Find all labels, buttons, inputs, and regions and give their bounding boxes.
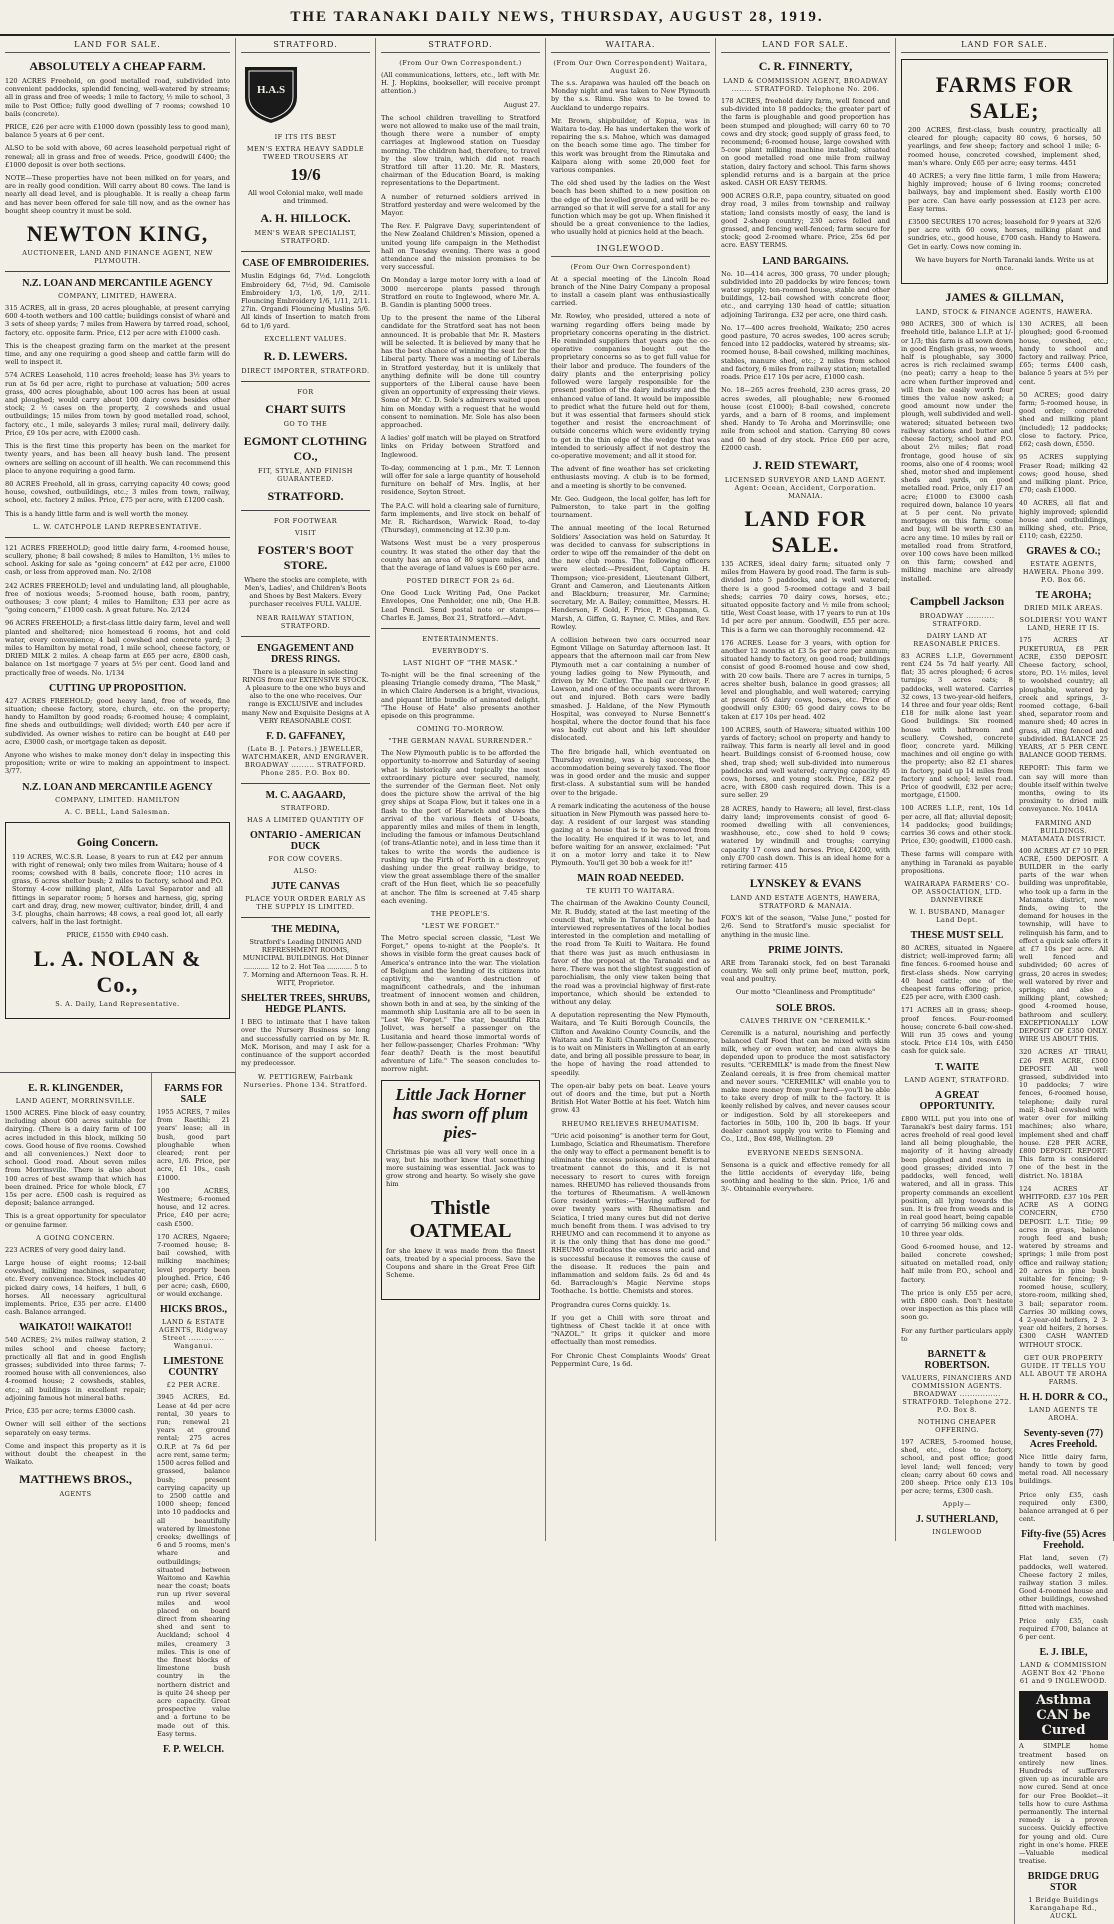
nz-loan-2: N.Z. LOAN AND MERCANTILE AGENCY (22, 781, 213, 793)
col6b-ad9b: Price only £35, cash required only £300, balance arranged at 6 per cent. (1019, 1490, 1108, 1524)
waite-name: T. WAITE (934, 1061, 980, 1073)
divider (241, 251, 370, 252)
col4-corr2: (From Our Own Correspondent) (570, 262, 691, 271)
peoples: THE PEOPLE'S. (430, 910, 491, 919)
col6b-ad9: Nice little dairy farm, handy to town by good metal road. All necessary buildings. (1019, 1452, 1108, 1486)
col3-p10: One Good Luck Writing Pad, One Packet Envelopes, One Penholder, one nib, One H.B. Lead Pencil. Send postal note or stamps—Charles E. James, Box 21, Stratford.—Advt. (381, 589, 540, 622)
stratford-label: STRATFORD. (267, 488, 344, 503)
col1-ad4b: This is the first time this property has been on the market for twenty years, and has been all heavy bush land. The present owners are selling on account of ill health. We can recommend this place to anyone requiring a good farm. (5, 442, 230, 475)
embroideries-desc: Muslin Edgings 6d, 7½d. Longcloth Embroidery 6d, 7½d, 9d. Camisole Embroidery 1/3, 1/6, 1/9, 2/11. Flouncing Embroidery 1/6, 1/11, 2/11. 27in. Organdi Flouncing Muslins 5/6. All kinds of Insertion to match from 6d to 1/6 yard. (241, 272, 370, 330)
excellent-values: EXCELLENT VALUES. (264, 334, 347, 343)
col6-ad1: 200 ACRES, first-class, bush country, practically all cleared for plough; capacity 80 cows, 6 horses, 50 yearlings, and few sheep; factory and school 1 mile; 6-roomed house, concreted cowshed, implement shed, man's whare. Only £65 per acre; easy terms. 4451 (908, 126, 1101, 167)
col6b-ad7: 320 ACRES AT TIRAU, £26 PER ACRE, £500 DEPOSIT. All well grassed, subdivided into 10 paddocks; 7 wire fences, 6-roomed house, telephone; daily rural mail; 8-bail cowshed with water over for milking machines; also whare, implement shed and chaff house. £28 PER ACRE, £800 DEPOSIT. REPORT: This farm is considered one of the best in the district. No. 1818A (1019, 1048, 1108, 1180)
col6-ad3b: We have buyers for North Taranaki lands. Write us at once. (915, 255, 1094, 273)
rings-desc: There is a pleasure in selecting RINGS from our EXTENSIVE STOCK. A pleasure to the one who buys and also to the one who receives. Our range is EXCLUSIVE and includes many New and Exquisite Designs at A VERY REASONABLE COST. (241, 667, 370, 725)
col6-ad6: 100 ACRES L.I.P., rent, 10s 1d per acre, all flat; alluvial deposit; 14 paddocks; good buildings; carries 36 cows and other stock. Price, £30; goodwill, £1000 cash. (901, 804, 1013, 846)
col1-ad1: 120 ACRES Freehold, on good metalled road, subdivided into convenient paddocks, splendid fencing, well-watered by streams; all in grass and free of weeds; 1 mile to factory, ½ mile to school, 3 mile to Post Office; fully good dwelling of 7 rooms; cowshed 10 bails (concrete). (5, 77, 230, 118)
col4-p11: A remark indicating the acuteness of the house situation in New Plymouth was passed here to-day. A resident of our largest was standing gazing at a house that is to be removed from the locality. He enquired if it was to let, and before waiting for an answer, exclaimed: "Put it on a motor lorry and take it to New Plymouth. You'll get 30 bob a week for it!" (551, 801, 710, 868)
hillock-sub: MEN'S WEAR SPECIALIST, STRATFORD. (254, 229, 357, 246)
seventy-seven: Seventy-seven (77) Acres Freehold. (1023, 1427, 1104, 1450)
col1-ad5b: This is a handy little farm and is well worth the money. (5, 509, 189, 518)
te-aroha-sub: DRIED MILK AREAS. (1024, 604, 1103, 613)
ible-name: E. J. IBLE, (1039, 1647, 1088, 1659)
col5-p5: Sensona is a quick and effective remedy for all the little accidents of everyday life, being soothing and healing to the skin. Price, 1/6 and 3/-. Obtainable everywhere. (721, 1160, 890, 1194)
apply-label: Apply— (942, 1500, 972, 1509)
col6-ad9c: The price is only £55 per acre, with £800 cash. Don't hesitate over inspection as this place will soon go. (901, 1288, 1013, 1322)
stewart-name: J. REID STEWART, (752, 457, 859, 472)
col3-date: August 27. (503, 100, 540, 109)
near-station: NEAR RAILWAY STATION, STRATFORD. (256, 613, 355, 630)
fifty-five: Fifty-five (55) Acres Freehold. (1021, 1529, 1106, 1552)
barnett-sub: VALUERS, FINANCIERS AND COMMISSION AGENTS. BROADWAY ................ STRATFORD. Telephone 272. P.O. Box 8. (901, 1373, 1013, 1414)
divider (5, 537, 230, 538)
col5-ad5: 176 ACRES. Lease for 3 years, with option for another 12 months at £3 5s per acre per annum; situated handy to factory, on good road; buildings consist of good 8-roomed house and cow shed, with 20 cow bails. There are 7 acres in turnips, 5 acres shelter bush, balance in good grasses; all level and ploughable, and well watered; carrying at present 65 dairy cows, horses, etc. Price of goodwill only £300; 65 good dairy cows to be taken at £17 10s per head. 402 (721, 638, 890, 721)
col1b-ad2b: Large house of eight rooms; 12-bail cowshed, milking machines, separator, etc. Every convenience. Stock includes 40 picked dairy cows, 14 heifers, 1 bull, 6 horses. All necessary agricultural implements. Price, £35 per acre. £1400 cash. Balance arranged. (5, 1259, 146, 1317)
col5-p2: ARE from Taranaki stock, fed on best Taranaki country. We sell only prime beef, mutton, pork, veal and poultry. (721, 958, 890, 984)
divider (241, 636, 370, 637)
saddle-price: 19/6 (290, 165, 321, 184)
bridge-drug: BRIDGE DRUG STOR (1027, 1871, 1100, 1894)
foster-desc: Where the stocks are complete, with Men's, Ladies', and Children's Boots and Shoes by Best Makers. Every purchaser receives FULL VALUE. (244, 575, 367, 609)
coming: COMING TO-MORROW. (416, 725, 505, 734)
limestone-price: £2 PER ACRE. (166, 1381, 221, 1390)
ceremilk-title: CALVES THRIVE ON "CEREMILK." (739, 1016, 872, 1025)
col1-ad10: 119 ACRES, W.C.S.R. Lease, 8 years to run at £42 per annum with right of renewal; only two miles from Waitara; house of 4 rooms; cowshed with 8 bails, concrete floor; 110 acres in grass, 6 acres shelter bush; 2 miles to factory, school and P.O. Stormy 4-cow milking plant, Alfa Laval Separator and all fittings in separator room; 5 horses and harness, gig, spring cart and dray, drag, new mower, cultivator, binder, drill, 4 and 3-f. ploughs, chain harrows; 48 cows, a real good lot, all early calvers, half in the last fortnight. (12, 852, 223, 927)
pettigrew-sig: W. PETTIGREW, Fairbank Nurseries. Phone 134. Stratford. (243, 1072, 368, 1089)
col3-p1: The school children travelling to Stratford were not allowed to make use of the mail train, though there were a number of empty carriages at Inglewood station on Tuesday morning. The children had, therefore, to travel by the slow train, which did not reach Stratford till after 11.20. Mr. R. Masters, chairman of the Education Board, is making representations to the Department. (381, 113, 540, 188)
col6b-ad5b: REPORT: This farm we can say will more than double itself within twelve months, owing to its proximity to dried milk conveyance. No. 1041A (1019, 764, 1108, 814)
nothing-cheaper: NOTHING CHEAPER OFFERING. (917, 1417, 997, 1434)
lynskey-name: LYNSKEY & EVANS (749, 876, 862, 891)
col4-p18: For Chronic Chest Complaints Woods' Great Peppermint Cure, 1s 6d. (551, 1351, 710, 1368)
col6-ad9d: For any further particulars apply to (901, 1326, 1013, 1343)
col6-ad3: £3500 SECURES 170 acres; leasehold for 9 years at 32/6 per acre with 60 cows, horses, milking plant and sundries, etc., good house, £700 cash. Handy to Hawera. Get in early. Cows now coming in. (908, 218, 1101, 251)
chart-suits: CHART SUITS (265, 401, 346, 416)
column-2 (236, 38, 376, 1541)
main-road: MAIN ROAD NEEDED. (577, 873, 684, 885)
divider (381, 628, 540, 629)
col4-p4: At a special meeting of the Lincoln Road branch of the Nine Dairy Company a proposal to install a casein plant was enthusiastically carried. (551, 274, 710, 308)
also-label: ALSO: (293, 867, 318, 876)
ontario-duck: ONTARIO - AMERICAN DUCK (250, 830, 361, 853)
saddle-title: MEN'S EXTRA HEAVY SADDLE TWEED TROUSERS AT (246, 145, 365, 161)
col6b-ad2: 50 ACRES; good dairy farm; 5-roomed house, in good order; concreted shed and milking plant (included); 12 paddocks; close to factory. Price, £62; cash down, £550. (1019, 390, 1108, 449)
jack-horner-title: Little Jack Horner has sworn off plum pies- (392, 1084, 529, 1142)
sensona-title: EVERYONE NEEDS SENSONA. (747, 1148, 864, 1157)
must-sell: THESE MUST SELL (910, 930, 1004, 942)
barnett-name: BARNETT & ROBERTSON. (924, 1348, 990, 1371)
col4-head: WAITARA. (551, 38, 710, 53)
col5-ad7: 28 ACRES, handy to Hawera; all level, first-class dairy land; improvements consist of good 6-roomed dwelling with all conveniences, washhouse, etc., cow shed to hold 9 cows; watered by windmill and troughs; carrying capacity 17 cows and horses. Price, £4200, with only £700 cash down. This is an ideal home for a retiring farmer. 415 (721, 804, 890, 871)
col3-p3: The Rev. F. Palgrave Davy, superintendent of the New Zealand Children's Mission, opened a united young life campaign in the Methodist hall on Tuesday evening. There was a good attendance and the mission promises to be very successful. (381, 222, 540, 272)
te-kuiti: TE KUITI TO WAITARA. (586, 887, 675, 896)
shield-logo-icon (241, 63, 301, 125)
inglewood-head: INGLEWOOD. (551, 242, 710, 257)
finnerty-sub: LAND & COMMISSION AGENT, BROADWAY ........ STRATFORD. Telephone No. 206. (723, 77, 888, 93)
col1-title: ABSOLUTELY A CHEAP FARM. (29, 59, 206, 73)
column-6 (896, 38, 1114, 1921)
col6-left (901, 320, 1013, 588)
col4-p16: Prograndra cures Corns quickly. 1s. (551, 1300, 671, 1309)
col1-head: LAND FOR SALE. (5, 38, 230, 53)
posted-direct: POSTED DIRECT FOR 2s 6d. (406, 577, 515, 586)
col2b-ad1: 1955 ACRES, 7 miles from Raetihi; 21 years' lease; all in bush, good part ploughable when cleared; rent per acre, 1/6. Price, per acre, £1 10s., cash £1000. (157, 1108, 230, 1182)
jack-horner-desc: Christmas pie was all very well once in a way, but his mother knew that something more sustaining was essential. Jack was to grow strong and hearty. So wisely she gave him (386, 1147, 535, 1189)
col4-p2: Mr. Brown, shipbuilder, of Kopua, was in Waitara to-day. He has undertaken the work of repairing the s.s. Mahoe, which was damaged on the beach some time ago. The timber for this work was brought from the Rimutaka and Kaipara along with some 20,000 feet for various companies. (551, 116, 710, 175)
matthews-bros: MATTHEWS BROS., (19, 1472, 132, 1487)
col4-p6: The advent of fine weather has set cricketing enthusiasts moving. A club is to be formed, and a meeting is shortly to be convened. (551, 465, 710, 490)
jute-canvas: JUTE CANVAS (271, 881, 340, 893)
ible-sub: LAND & COMMISSION AGENT Box 42 'Phone 61 and 9 INGLEWOOD. (1019, 1661, 1108, 1686)
col5-ad3c: No. 18—265 acres freehold, 230 acres grass, 20 acres swedes, all ploughable; new 6-roomed house (cost £1000); 8-bail cowshed, concrete yards, and a barn of 8 rooms, and implement shed. Handy to Te Aroha and Morrinsville; one mile from school and station. Carrying 80 cows and 60 head of dry stock. Price £60 per acre, £2000 cash. (721, 386, 890, 452)
matthews-bros-sub: AGENTS (59, 1490, 92, 1499)
hicks-sub: LAND & ESTATE AGENTS, Ridgway Street .............. Wanganui. (159, 1318, 228, 1351)
col5-head: LAND FOR SALE. (721, 38, 890, 53)
col4-p8: The annual meeting of the local Returned Soldiers' Association was held on Saturday. It was decided to canvass for subscriptions in order to wipe off the remainder of the debt on the new club rooms. The following officers were elected:—President, Captain H. Thompson; vice-president, Lieutenant Gilbert, Grant and Cameron, and Lieutenants Aitken and Blackburn; treasurer, Mr. Carmine; secretary, Mr. A. Bailey; committee, Messrs. H. Henderson, F. Gold, F. Price, P. Chapman, G. Marsh, A. Giffen, G. Rayner, C. Miles, and Rev. Rowley. (551, 524, 710, 631)
egmont-clothing: EGMONT CLOTHING CO., (243, 433, 368, 463)
james-gillman-sub: LAND, STOCK & FINANCE AGENTS, HAWERA. (915, 308, 1094, 317)
col2b-ad2: 100 ACRES, Westmere; 6-roomed house, and 12 acres. Price, £40 per acre; cash £500. (157, 1186, 230, 1228)
sutherland-sub: INGLEWOOD (932, 1528, 982, 1537)
newton-king-sub: AUCTIONEER, LAND AND FINANCE AGENT, NEW PLYMOUTH. (22, 249, 213, 266)
graves-name: GRAVES & CO.; (1026, 546, 1101, 558)
shelter-desc: I BEG to intimate that I have taken over the Nursery Business so long and successfully carried on by Mr. R. McK. Morison, and may I ask for a continuance of the support accorded my predecessor. (241, 1018, 370, 1068)
col6b-ad4: 40 ACRES, all flat and highly improved; splendid house and outbuildings, milking shed, etc. Price, £110; cash, £2250. (1019, 499, 1108, 541)
divider (241, 783, 370, 784)
property-guide: GET OUR PROPERTY GUIDE. IT TELLS YOU ALL ABOUT TE AROHA FARMS. (1019, 1353, 1108, 1386)
col6-ad6b: These farms will compare with anything in Taranaki as payable propositions. (901, 850, 1013, 875)
col6-ad10: 197 ACRES, 5-roomed house, shed, etc., close to factory, school, and post office; good level land; well fenced; very clean; carry about 60 cows and 200 sheep. Price only £13 10s per acre; terms, £300 cash. (901, 1437, 1013, 1496)
col6-ad7: 80 ACRES, situated in Ngaere district; well-improved farm; all fine fences. 6-roomed house and first-class sheds. Now carrying 40 head cattle; one of the cheapest farms offering; price, £25 per acre, with £300 cash. (901, 944, 1013, 1002)
stewart-sub: LICENSED SURVEYOR AND LAND AGENT. Agent: Ocean, Accident, Corporation. MANAIA. (724, 475, 887, 500)
nolan-sub: S. A. Daily, Land Representative. (55, 999, 180, 1008)
col1-sig: L. W. CATCHPOLE LAND REPRESENTATIVE. (33, 522, 202, 531)
col6b-ad5: 175 ACRES AT PUKETURUA, £8 PER ACRE, £350 DEPOSIT. Cheese factory, school, store, P.O. 1½ miles, level to woolshed country; all ploughable, watered by creek and springs, 3-roomed cottage, 6-bail shed, separator room and manure shed; 40 acres in grass, all ring fenced and subdivided. BALANCE 25 YEARS, AT 5 PER CENT. BALANCE GOOD TERMS. (1019, 636, 1108, 760)
svg-text:H.A.S: H.A.S (256, 84, 286, 96)
col4-p17: If you get a Chill with sore throat and tightness of Chest tackle it at once with "NAZOL." It grips it quicker and more effectually than most remedies. (551, 1313, 710, 1347)
wairarapa: WAIRARAPA FARMERS' CO-OP. ASSOCIATION, LTD. DANNEVIRKE (904, 880, 1010, 905)
thistle-title: Thistle OATMEAL (409, 1196, 512, 1242)
col4-p7: Mr. Geo. Gudgeon, the local golfer, has left for Palmerston, to take part in the golfing tournament. (551, 494, 710, 520)
sole-bros: SOLE BROS. (776, 1002, 835, 1014)
col4-p14: The open-air baby pets on beat. Leave yours out of doors and the time, but put a North British Hot Water Bottle at his feet. Watch him grow. 43 (551, 1081, 710, 1115)
col3-head: STRATFORD. (381, 38, 540, 53)
welch-name: F. P. WELCH. (162, 1744, 225, 1755)
klingender-name: E. R. KLINGENDER, (28, 1083, 123, 1094)
col1-ad10b: PRICE, £1550 with £940 cash. (66, 931, 169, 940)
col4-p13: A deputation representing the New Plymouth, Waitara, and Te Kuiti Borough Councils, the Clifton and Awakino County Councils, and the Waitara and Te Kuiti Chambers of Commerce, is to wait on Ministers in Wellington at an early date, and bring all possible pressure to bear, in the hope of having the road attended to speedily. (551, 1011, 710, 1077)
col6-ad9: £800 WILL put you into one of Taranaki's best dairy farms. 151 acres freehold of real good level land all being ploughable, the majority of it having already been ploughed and resown in good grasses; divided into 7 paddocks, well fenced, well watered, and all in grass. This property commands an excellent position, all lying towards the sun. It is free from weeds and is in real good heart, being capable of carrying 56 milking cows and 10 three year olds. (901, 1114, 1013, 1238)
col2b-ad4: 3945 ACRES, Ed. Lease at 4d per acre rental, 30 years to run; renewal 21 years at ground rental; 275 acres O.R.P. at 7s 6d per acre rent, same term; 1500 acres felled and grassed, balance bush; present carrying capacity up to 2500 cattle and 1000 sheep; fenced into 10 paddocks and all beautifully watered by limestone creeks; dwellings of 6 and 5 rooms, men's whare and outbuildings; situated between Waitomo and Kawhia near the coast; boats run up river several miles and wool placed on board direct from shearing shed and sent to Auckland; school 4 miles, creamery 3 miles. This is one of the finest blocks of limestone bush country in the northern district and is quite 24 sheep per acre capacity. Great prospective value and a fortune to be made out of this. Easy terms. (157, 1393, 230, 1738)
col6-ad8: 171 ACRES all in grass; sheep-proof fences. Four-roomed house; concrete 6-bail cow-shed. Will run 35 cows and young stock. Price £14 10s, with £450 cash for quick sale. (901, 1006, 1013, 1056)
col2-head: STRATFORD. (241, 38, 370, 53)
col1b-ad2: 223 ACRES of very good dairy land. (5, 1245, 126, 1254)
nolan-name: L. A. NOLAN & Co., (33, 945, 202, 997)
col1b-ad3c: Owner will sell either of the sections separately on easy terms. (5, 1420, 146, 1437)
going-concern-box (5, 822, 230, 1019)
col3-p4: On Monday a large motor lorry with a load of 3000 mercerope plants passed through Stratford en route to Inglewood, where Mr. A. B. Gandin is planting 5000 trees. (381, 276, 540, 310)
col6-left-lower (901, 588, 1013, 1541)
col1-ad9b: Anyone who wishes to make money don't delay in inspecting this proposition; write or wire to making an appointment to inspect. 3/77. (5, 750, 230, 776)
nz-loan-2-sig: A. C. BELL, Land Salesman. (64, 807, 171, 816)
farms-for-sale-title: FARMS FOR SALE; (935, 72, 1074, 123)
land-bargains: LAND BARGAINS. (762, 255, 849, 267)
col3-p13: The Metro special screen classic, "Lest We Forget," opens to-night at the People's. It shows in visible form the great causes back of America's entrance into the war. The violation of Belgium and the lending of its citizens into captivity, the wanton destruction of magnificent cathedrals, and the inhuman treatment of innocent women and children, shown both in and at sea, by the sinking of the mammoth ship Lusitania are all to be seen in "Lest We Forget." The star, beautiful Rita Jolivet, was herself a passenger on the Lusitania and heard those immortal words of her fellow-passenger, Charles Frohman: "Why fear death? Death is the most beautiful adventure of Life." The season concludes to-morrow night. (381, 934, 540, 1074)
last-night: LAST NIGHT OF "THE MASK." (402, 658, 519, 667)
col5-ad2: 900 ACRES O.R.P., papa country, situated on good dray road, 3 miles from township and railway station; land consists mostly of easy, the land is good 2-sheep country; 230 acres felled and grassed, and fencing well-fenced; farm secure for stock; good 2-roomed whare. Price, 25s 6d per acre. EASY TERMS. (721, 192, 890, 250)
col6b-ad10: Flat land, seven (7) paddocks, well watered. Cheese factory 2 miles, railway station 3 miles. Good 4-roomed house and other buildings, cowshed fitted with machines. (1019, 1554, 1108, 1612)
col6b-ad3: 95 ACRES supplying Fraser Road; milking 42 cows; good house, shed and milking plant. Price, £70; cash £1000. (1019, 453, 1108, 495)
col1-ad9: 427 ACRES FREEHOLD; good heavy land, free of weeds, fine situation; cheese factory, store, church, etc. on the property; handy to Hamilton by good roads; 6-roomed house; 4 complaint, fine sheds and outbuildings; well divided; worth £40 per acre if subdivided. As owner wishes to retire can be bought at £40 per acre, £3000 cash, or mortgage taken as deposit. (5, 696, 230, 746)
te-aroha: TE AROHA; (1035, 590, 1092, 602)
col5-p3: Our motto "Cleanliness and Promptitude" (735, 988, 876, 997)
col5-ad3: No. 10—414 acres, 300 grass, 70 under plough; subdivided into 20 paddocks by wire fences; town water supply; ten-roomed house, stable and other buildings, 12-bail cowshed with concrete floor, etc., and carrying 130 head of cattle; situation adjoining Tariranga. £32 per acre, one third cash. (721, 269, 890, 319)
rheumo-title: RHEUMO RELIEVES RHEUMATISM. (561, 1119, 700, 1128)
land-for-sale: LAND FOR SALE. (744, 505, 867, 557)
col6b-ad10b: Price only £35, cash required £700, balance at 6 per cent. (1019, 1616, 1108, 1642)
waikato-title: WAIKATO!! WAIKATO!! (19, 1322, 132, 1334)
col5-p4: Ceremilk is a natural, nourishing and perfectly balanced Calf Food that can be mixed with skim milk, whey or even water, and can always be depended upon to produce the most satisfactory results. "CEREMILK" is made from the finest New Zealand cereals, it is free from chemical matter and never sours. "CEREMILK" will enable you to make more money from your herd—you'll be able to take every drop of milk to the factory. It is keenly relished by calves, and never causes scour or indigestion. Sold by all storekeepers and factories in 50lb, 100 lb, 200 lb bags. If your dealer cannot supply you write to Fleming and Co., Ltd., Box 498, Wellington. 29 (721, 1028, 890, 1144)
nz-loan-2-sub: COMPANY, LIMITED. HAMILTON (55, 795, 180, 804)
lynskey-sub: LAND AND ESTATE AGENTS, HAWERA, STRATFORD & MANAIA. (730, 894, 881, 911)
col3-p5: Up to the present the name of the Liberal candidate for the Stratford seat has not been announced. It is probable that Mr. R. Masters will be selected. It is believed by many that he has the best chance of winning the seat for the Liberal party. There was a meeting of Liberals in Stratford yesterday, but it is unlikely that anything definite will be done till country supporters of the Liberal cause have been given an opportunity of expressing their views. Some of Mr. C. D. Sole's admirers waited upon him on Monday with a request that he would consent to nomination. Mr. Sole has also been approached. (381, 314, 540, 429)
hicks-bros: HICKS BROS., (160, 1304, 227, 1316)
col2b-ad3: 170 ACRES, Ngaere; 7-roomed house; 8-bail cowshed, with milking machines; level property been ploughed. Price, £46 per acre; cash, £600, or would exchange. (157, 1232, 230, 1299)
col5-p1: FOX'S kit of the season, "Valse June," posted for 2/6. Send to Stratford's music specialist for anything in the music line. (721, 914, 890, 939)
thistle-oatmeal-ad (381, 1080, 540, 1300)
col1-ad5: 80 ACRES Freehold, all in grass, carrying capacity 40 cows; good house, cowshed, outbuildings, etc.; 3 miles from town, railway, school, etc. factory 2 miles. Price, £75 per acre, with £1200 cash. (5, 479, 230, 505)
column-5 (716, 38, 896, 1541)
col6-ad2: 40 ACRES; a very fine little farm, 1 mile from Hawera; highly improved; house of 6 living rooms; concreted bailways, bay and implement shed. Easily worth £100 per acre. Can have early possession at £123 per acre. Easy terms. (908, 172, 1101, 213)
col1b-ad1b: This is a great opportunity for speculator or genuine farmer. (5, 1212, 146, 1229)
col6-ad4: 980 ACRES, 300 of which is freehold title, balance L.I.P. at 1/- or 1/3; this farm is all sown down in good English grass, no weeds, half is ploughable, say 3000 acres is rich reclaimed swamp (no peat); carry a heap to the acre when further improved and will then be easily worth four times the value now asked; a good amount now under the plough, well subdivided and well-watered; situated between two railway stations and butter and cheese factory, school and P.O. about 2½ miles; flat road frontage, good house of six rooms, also one of 4 rooms; wool shed, motor shed and implement sheds and yards, on good metalled road. Price, only £17 an acre; £1000 to £3000 cash required down, balance 10 years at 5 per cent. No private mortgages on this farm; come and buy, will be worth £30 an acre any time. 10 miles by rail or metalled road from Stratford, over 100 cows have been milked on this farm; cowshed and milking machine are already installed. (901, 320, 1014, 583)
visit-label: VISIT (294, 528, 317, 537)
embroideries-title: CASE OF EMBROIDERIES. (242, 258, 369, 270)
asthma-banner: Asthma CAN be Cured (1019, 1691, 1108, 1740)
col3-corr: (From Our Own Correspondent.) (399, 59, 522, 67)
col5-ad6: 100 ACRES, south of Hawera; situated within 100 yards of factory; school on property and handy to railway. This farm is nearly all level and in good heart. Buildings consist of 6-roomed house, cow shed, trap shed; well sub-divided into numerous paddocks and well watered; carrying capacity 45 cows, horses, and young stock. Price, £82 per acre, with £800 cash required down. This is a sure seller. 29 (721, 725, 890, 800)
column-1b (0, 1072, 152, 1541)
col3-p9: Watsons West must be a very prosperous country. It was stated the other day that the county has an area of 80 square miles, and that the average of land values is £60 per acre. (381, 539, 540, 572)
campbell-jackson-sub: BROADWAY ........... STRATFORD. (919, 611, 995, 628)
col1-ad1b: PRICE, £26 per acre with £1000 down (possibly less to good man), balance 5 years at 6 per cent. (5, 123, 230, 140)
col6-ad9b: Good 6-roomed house, and 12-bailed concrete cowshed; situated on metalled road, only half mile from P.O., school and factory. (901, 1242, 1013, 1284)
lewers-name: R. D. LEWERS. (263, 348, 348, 363)
col4-p5: Mr. Rowley, who presided, uttered a note of warning regarding offers being made by proprietary concerns operating in the district. He reminded suppliers that years ago the co-operative companies bought out the proprietary concerns so as to get full value for their labor and produce. The founders of the dairy plants and the enterprising policy followed were largely responsible for the present position of the dairy industry and the enhanced value of land. It would be impossible to predict what the future held out for them, but it was essential that farmers should stick together and resist the encroachment of outside concerns which were evidently trying to get in the thin edge of the wedge that was intended to seriously affect if not destroy the co-operative movement; and all it stood for. (551, 312, 710, 460)
asthma-desc: A SIMPLE home treatment based on entirely new lines. Hundreds of sufferers given up as incurable are now cured. Send at once for our Free Booklet—it tells how to cure Asthma permanently. The internal remedy is a proven success. Quickly effective for young and old. Cure right in one's home. FREE—Valuable medical treatise. (1019, 1742, 1108, 1866)
sutherland-name: J. SUTHERLAND, (916, 1514, 998, 1526)
col1-ad8: 96 ACRES FREEHOLD; a first-class little dairy farm, level and well planted and sheltered; nice homestead 6 rooms, hot and cold water, every convenience; 4 bail cowshed and concrete yard; 3 miles to Hamilton by metal road, 1 mile school, cheese factory, or DRIED MILK 2 miles. A cheap farm at £65 per acre, £800 cash, balance on 1st mortgage 7 years at 5½ per cent. Good land and practically free of weeds. No. 1/134 (5, 619, 230, 677)
great-opportunity: A GREAT OPPORTUNITY. (919, 1089, 995, 1112)
col6b-ad6: 400 ACRES AT £7 10 PER ACRE, £500 DEPOSIT. A BUILDER in the early parts of the war when building was unprofitable, who took up a farm in the Matamata district, now finds, owing to the demand for houses in the township, will have to relinquish his farm, and to effect a quick sale offers it at £7 10s per acre. All well fenced and subdivided; 60 acres of grass, 20 acres in swedes; well watered by river and springs; and also a milking plant, cowshed; good 4-roomed house, bathroom and scullery. EXCEPTIONALLY LOW DEPOSIT OF £350 ONLY. WIRE US ABOUT THIS. (1019, 846, 1108, 1044)
col1-ad6: 121 ACRES FREEHOLD; good little dairy farm, 4-roomed house, scullery, phone; 8 bail cowshed; 8 miles to Hamilton, 1½ miles to school. Asking for sale as "going concern" at £42 per acre, £1000 cash, or less from approved man. No. 2/108 (5, 543, 230, 577)
going-concern-title: Going Concern. (76, 834, 159, 849)
column-3 (376, 38, 546, 1541)
col1b-ad3: 540 ACRES; 2¼ miles railway station, 2 miles school and cheese factory; practically all flat and in good English grasses; subdivided into three farms; 7-roomed house with all conveniences, also 4-roomed house; 2 cowsheds, stables, etc.; all buildings in excellent repair; adjoining famous hot mineral baths. (5, 1336, 146, 1402)
hillock-name: A. H. HILLOCK. (260, 211, 351, 226)
col1-ad4: 574 ACRES Leasehold, 110 acres freehold; lease has 3½ years to run at 5s 6d per acre, right to purchase at valuation; 500 acres grass, 400 acres ploughable, about 100 acres has been at usual and ploughed; would carry about 100 dairy cows besides other stock; 2 ½ cases on the property, 2 cowsheds and usual outbuildings; 15 miles from town by good metalled road, school, factory, etc., 1 mile, saleyards 3 miles; rural mail, delivery daily. Price, £9 10s per acre, with £2000 cash. (5, 371, 230, 437)
limestone-title: LIMESTONE COUNTRY (163, 1356, 224, 1379)
foster-boot: FOSTER'S BOOT STORE. (257, 542, 354, 572)
col1b-gc: A GOING CONCERN. (36, 1233, 115, 1242)
cutting-up: CUTTING UP PROPOSITION. (49, 682, 186, 694)
cow-covers: FOR COW COVERS. (268, 855, 343, 864)
col4-p10: The fire brigade hall, which eventuated on Thursday evening, was a big success, the accommodation being severely taxed. The floor was in good order and the music and supper first-class. A substantial sum will be handed over to the brigade. (551, 747, 710, 797)
col1-note: NOTE—These properties have not been milked on for years, and are in really good condition. Will carry about 80 cows. The land is nearly all dead level, and is ploughable. It is really a cheap farm and has never been offered for sale till now, and as the owner has bought sheep country it must be sold. (5, 174, 230, 215)
col3-p8: The P.A.C. will hold a clearing sale of furniture, farm implements, and live stock on behalf of Mr. R. Richardson, Warwick Road, to-day (Thursday), commencing at 12.30 p.m. (381, 501, 540, 535)
col3-p11: To-night will be the final screening of the pleasing Triangle comedy drama, "The Mask," in which Claire Anderson is a bright, vivacious, and piquant little bundle of animated delight. "The House of Hate" also presents another episode on this programme. (381, 670, 540, 720)
divider (5, 271, 230, 272)
divider (241, 381, 370, 382)
lest-we-forget: "LEST WE FORGET." (421, 922, 500, 931)
medina-desc: Stratford's Leading DINING AND REFRESHMENT ROOMS, MUNICIPAL BUILDINGS. Hot Dinner ............ 12 to 2. Hot Tea ............ 5 to 7. Morning and Afternoon Teas. R. H. WITT, Proprietor. (242, 938, 369, 988)
masthead-title: THE TARANAKI DAILY NEWS, THURSDAY, AUGUST 28, 1919. (290, 9, 824, 25)
medina-name: THE MEDINA, (271, 924, 340, 936)
farming-buildings: FARMING AND BUILDINGS. MATAMATA DISTRICT. (1021, 818, 1106, 843)
aagaard-name: M. C. AAGAARD, (265, 790, 346, 802)
col4-p1: The s.s. Arapawa was hauled off the beach on Monday night and was taken to New Plymouth by the s.s. Rimu. She was to be towed to Auckland to undergo repairs. (551, 79, 710, 112)
col6b-ad8: 124 ACRES AT WHITFORD. £37 10s PER ACRE AS A GOING CONCERN, £750 DEPOSIT. L.T. Title; 99 acres in grass, balance rough feed and bush; watered by streams and springs; 1 mile from post office and railway station; 20 acres in pine bush suitable for fencing; 9-roomed house, scullery, store-room, milking shed, 3 bail; separator room. Carries 30 milking cows, 4 2-year-old heifers, 2 3-year old heifers, 2 horses. £300 CASH WANTED WITHOUT STOCK. (1019, 1184, 1108, 1349)
entertainments: ENTERTAINMENTS. (422, 634, 499, 643)
col3-p12: The New Plymouth public is to be afforded the opportunity to-morrow and Saturday of seeing what is historically and topically the most extraordinary picture ever secured, namely, the surrender of the German fleet. Not only does the picture show the arrival of the big grey ships at Scapa Flow, but it takes one in a flash to the port of Harwich and shows the arrival of the various fleets of U-boats, apparently miles and miles of them in length, including the famous or infamous Deutschland (of trans-Atlantic note), and in less time than it takes to write the words the audience is rushing up the Firth of Forth in a destroyer, dashing under the great railway bridge, to view the great assemblage there of the smaller craft of the Hun fleet, which lie so peacefully at anchor. The film is screened at 7.45 sharp each evening. (381, 749, 540, 905)
col6-head: LAND FOR SALE. (901, 38, 1108, 53)
masthead (0, 0, 1114, 36)
col4-p15: "Uric acid poisoning" is another term for Gout, Lumbago, Sciatica and Rheumatism. Therefore the only way to effect a permanent benefit is to eliminate the excess poisonous acid. External treatment cannot do this, and it is not necessary to resort to cures with foreign names. RHEUMO has relieved thousands from the tortures of Rheumatism. A well-known Gore resident writes:—"Having suffered for over twenty years with Rheumatism and Sciatica, I tried many cures but did not derive much benefit from them. I was advised to try RHEUMO and can recommend it to anyone as it is the only thing that has done me good." RHEUMO eradicates the excess uric acid and is successful because it removes the cause of the disease. It reduces the pain and inflammation and seldom fails. 2s 6d and 4s 6d. Barraclough's Magic Nervine stops Toothache. 1s bottle. Chemists and stores. (551, 1131, 710, 1296)
aagaard-sub: STRATFORD. (280, 804, 331, 813)
german-naval: "THE GERMAN NAVAL SURRENDER." (388, 737, 533, 746)
divider (241, 510, 370, 511)
nz-loan-1: N.Z. LOAN AND MERCANTILE AGENCY (22, 278, 213, 290)
thistle-desc: for she knew it was made from the finest oats, treated by a special process. Save the Coupons and share in the Great Free Gift Scheme. (386, 1246, 535, 1280)
col4-p12: The chairman of the Awakino County Council, Mr. R. Buddy, stated at the last meeting of the council that, while in Taranaki lately he had interviewed representatives of the local bodies interested in the completion and metalling of the road from Te Kuiti to Waitara. He found that there was just as much enthusiasm in favor of the proposal at the Taranaki end as here. There was not the slightest suggestion of parochialism, the only view taken being that the road was a provincial highway of first-rate importance, which should be extended to without any delay. (551, 899, 710, 1006)
klingender-sub: LAND AGENT, MORRINSVILLE. (15, 1097, 136, 1105)
col1b-ad3b: Price, £35 per acre; terms £3000 cash. (5, 1407, 136, 1416)
dorr-sub: LAND AGENTS TE AROHA. (1028, 1405, 1099, 1422)
col5-ad3b: No. 17—400 acres freehold, Waikato; 250 acres good pasture, 70 acres swedes, 100 acres scrub; fenced into 12 paddocks, watered by streams; six-roomed house, 8-bail cowshed, milking machines, stables, manure shed, etc.; 2 miles from school and factory, 6 miles from railway station; metalled roads. Price £17 10s per acre, £1000 cash. (721, 323, 890, 382)
james-gillman: JAMES & GILLMAN, (945, 290, 1064, 305)
col6b-ad1: 130 ACRES, all been ploughed; good 6-roomed house, cowshed, etc.; handy to school and factory and railway. Price, £65; terms £400 cash, balance 5 years at 5½ per cent. (1019, 320, 1108, 386)
footwear-label: FOR FOOTWEAR (273, 516, 338, 525)
dairy-land: DAIRY LAND AT REASONABLE PRICES. (913, 631, 1001, 648)
col3-p6: A ladies' golf match will be played on Stratford links on Friday between Stratford and Inglewood. (381, 434, 540, 459)
divider (241, 917, 370, 918)
waite-sub: LAND AGENT, STRATFORD. (904, 1075, 1010, 1084)
rings-title: ENGAGEMENT AND DRESS RINGS. (257, 642, 354, 665)
lewers-sub: DIRECT IMPORTER, STRATFORD. (241, 366, 370, 375)
soldiers: SOLDIERS! YOU WANT LAND, HERE IT IS. (1019, 616, 1108, 633)
col1-ad7: 242 ACRES FREEHOLD; level and undulating land, all ploughable, free of noxious weeds; 5-roomed house, bath room, pantry, outhouses; 3 cow plant; 4 miles to Hamilton; £33 per acre as "going concern," £1000 cash. A great future. No. 2/124 (5, 581, 230, 615)
logo-text: IF ITS ITS BEST (274, 133, 337, 141)
col1b-ad1: 1500 ACRES. Fine block of easy country, including about 600 acres suitable for dairying. (There is a dairy farm of 100 acres included in this block, milking 50 cows. Good house of five rooms. Cowshed and all conveniences.) Next door to school. Good road. About seven miles from Morrinsville. There is also about 100 acres of best swamp that which has been drained. Price for whole block, £7 15s per acre. £500 cash is required as deposit; balance arranged. (5, 1109, 146, 1208)
newton-king-name: NEWTON KING, (26, 221, 209, 247)
col6-right (1014, 320, 1108, 1924)
col5-ad1: 178 ACRES, freehold dairy farm, well fenced and sub-divided into 18 paddocks; the greater part of the farm is ploughable and good proportion has been stumped and ploughed; will carry 60 to 70 cows and dry stock; good supply of grass feed, to recommend; 6-roomed house, large cowshed with 5-cow plant milking machine installed; situated on good metalled road one mile from railway station, dairy factory and school. This farm shows splendid returns and is a bargain at the price asked. CASH OR EASY TERMS. (721, 97, 890, 188)
shelter-title: SHELTER TREES, SHRUBS, HEDGE PLANTS. (241, 993, 370, 1016)
prime-joints: PRIME JOINTS. (768, 944, 843, 956)
bridge-drug-sub: 1 Bridge Buildings Karangahape Rd., AUCKL (1028, 1896, 1099, 1921)
col1-ad3: 315 ACRES, all in grass, 20 acres ploughable, at present carrying 600 4-tooth wethers and 100 cattle; buildings consist of wharé and 3 sets of sheep yards; 7 miles from Hawera by tarred road, school, factory, etc. opposite farm. Price, £12 per acre with £1000 cash. (5, 304, 230, 337)
col3-corr2: (All communications, letters, etc., left with Mr. H. J. Hopkins, bookseller, will receive prompt attention.) (381, 71, 540, 96)
fit-label: FIT, STYLE, AND FINISH GUARANTEED. (258, 466, 353, 483)
col5-ad4: 135 ACRES, ideal dairy farm; situated only 7 miles from Hawera by good road. The farm is sub-divided into 5 paddocks, and is well watered; there is a good 5-roomed cottage and 3 bail sheds; carries 70 dairy cows, horses, etc.; situated opposite factory and ½ mile from school; title, West Coast lease, with 17 years to run at 10s 1d per acre per annum. Goodwill, £55 per acre. This is a farm we can thoroughly recommend. 42 (721, 559, 890, 634)
saddle-desc: All wool Colonial make, well made and trimmed. (248, 189, 363, 206)
nz-loan-1-sub: COMPANY, LIMITED, HAWERA. (58, 292, 177, 301)
everybodys: EVERYBODY'S. (432, 646, 489, 655)
col1-ad3b: This is the cheapest grazing farm on the market at the present time, and any one requiring a good sheep and cattle farm will do well to inspect it. (5, 341, 230, 367)
col4-corr: (From Our Own Correspondent) Waitara, August 26. (553, 59, 708, 75)
gaffaney-sub: (Late B. J. Peters.) JEWELLER, WATCHMAKER, AND ENGRAVER. BROADWAY ......... STRATFORD. Phone 285. P.O. Box 80. (241, 745, 370, 778)
place-order: PLACE YOUR ORDER EARLY AS THE SUPPLY IS LIMITED. (245, 895, 366, 912)
col1b-ad3d: Come and inspect this property as it is without doubt the cheapest in the Waikato. (5, 1441, 146, 1467)
column-2b (152, 1072, 236, 1755)
goto-label: GO TO THE (283, 419, 328, 428)
farms-for-sale-2: FARMS FOR SALE (164, 1083, 223, 1105)
column-4 (546, 38, 716, 1541)
for-label: FOR (297, 387, 314, 396)
col3-p7: To-day, commencing at 1 p.m., Mr. T. Lennon will offer for sale a large quantity of household furniture on behalf of Mrs. Inglis, at her residence, Seyton Street. (381, 463, 540, 497)
dorr-name: H. H. DORR & CO., (1019, 1391, 1108, 1403)
campbell-jackson: Campbell Jackson (909, 593, 1005, 608)
finnerty-name: C. R. FINNERTY, (758, 59, 853, 73)
gaffaney-name: F. D. GAFFANEY, (266, 731, 345, 743)
col1-ad2: ALSO to be sold with above, 60 acres leasehold perpetual right of renewal; all in grass and free of weeds. Price, goodwill £400; the £1000 deposit is over both sections. (5, 144, 230, 169)
col3-p2: A number of returned soldiers arrived in Stratford yesterday and were welcomed by the Mayor. (381, 192, 540, 218)
col6-ad5: 83 ACRES L.I.P., Government rent £24 5s 7d half yearly. All flat; 35 acres ploughed; 6 acres turnips; 3 acres oats; 8 paddocks, well watered. Carries 32 cows, 13 two-year-old heifers, 14 three and four year olds; Rent £18 for milk alone last year. Good buildings. Six roomed house with bathroom and scullery. Cowshed, concrete floor, concrete yard. Milking machines and oil engine go with the property; also 82 £1 shares in factory, paid up 14 miles from factory and school; level road. Price of goodwill, £32 per acre; mortgage, £1500. (901, 651, 1013, 800)
farms-for-sale-box (901, 59, 1108, 284)
col4-p3: The old shed used by the ladies on the West beach has been shifted to a new position on the edge of the levelled ground, and will be re-arranged so that it will serve for a stall for any function which may be got up. When finished it should be a great convenience to the ladies, who usually hold at picnics held at the beach. (551, 179, 710, 237)
limited-qty: HAS A LIMITED QUANTITY OF (246, 816, 365, 825)
graves-sub: ESTATE AGENTS, HAWERA. Phone 399. P.O. Box 66. (1022, 560, 1105, 585)
col4-p9: A collision between two cars occurred near Egmont Village on Saturday afternoon last. It appears that the afternoon mail car from New Plymouth met a car containing a number of young ladies going to New Plymouth, and driven by Mr. Cattley. The mail car driver, F. Lawson, and one of the occupants were thrown out and injured. Both cars were badly smashed. J. Haldane, of the New Plymouth Hospital, was conveyed to Nurse Bennett's hospital, where the doctor found that his face was badly cut about and his left shoulder dislocated. (551, 635, 710, 743)
wairarapa-sig: W. I. BUSBAND, Manager Land Dept. (908, 908, 1006, 925)
